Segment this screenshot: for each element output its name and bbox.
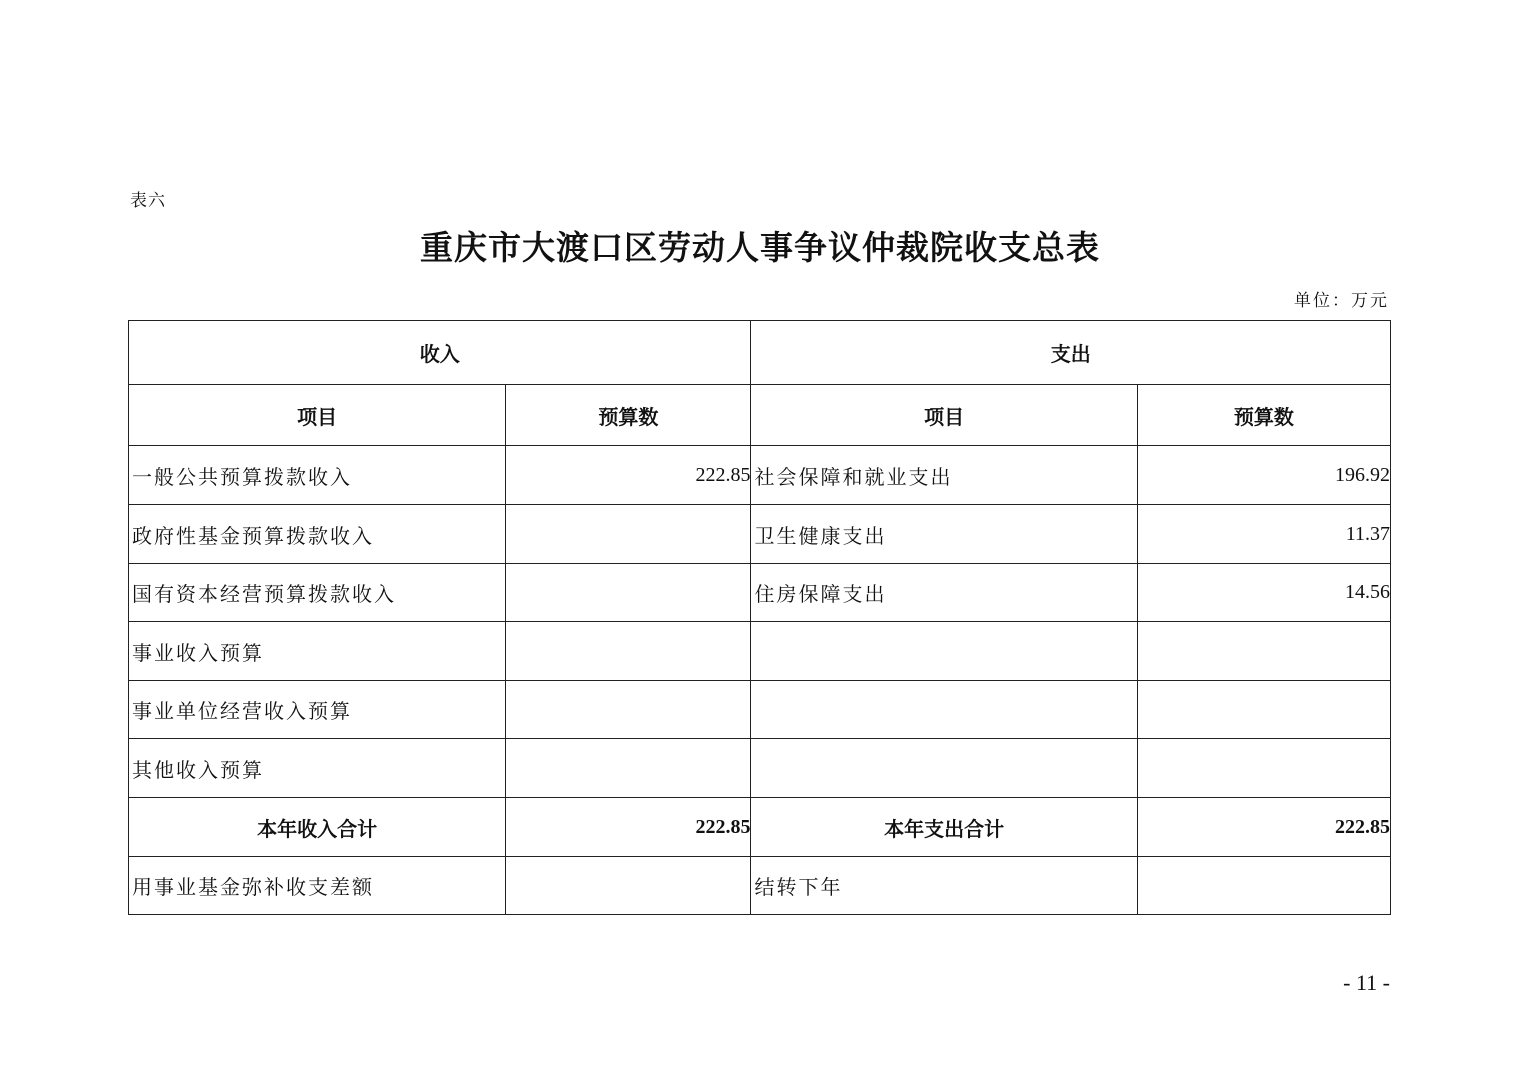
- income-item: 国有资本经营预算拨款收入: [129, 564, 506, 622]
- income-item: 用事业基金弥补收支差额: [129, 857, 506, 915]
- table-row: [129, 739, 1391, 798]
- table-row: [129, 564, 1391, 622]
- expense-header: 支出: [751, 321, 1391, 385]
- expense-item: [751, 739, 1137, 798]
- expense-value: [1137, 681, 1390, 739]
- income-total-value: 222.85: [506, 798, 751, 857]
- table-row: [129, 681, 1391, 739]
- expense-value: [1137, 622, 1390, 681]
- expense-value: 196.92: [1137, 446, 1390, 505]
- income-value: [506, 739, 751, 798]
- expense-item-header: 项目: [751, 385, 1137, 446]
- income-header: 收入: [129, 321, 751, 385]
- expense-value: 11.37: [1137, 505, 1390, 564]
- table-row: [129, 622, 1391, 681]
- income-value: [506, 857, 751, 915]
- income-value: [506, 564, 751, 622]
- income-total-label: 本年收入合计: [129, 798, 506, 857]
- expense-item: 住房保障支出: [751, 564, 1137, 622]
- expense-value: [1137, 857, 1390, 915]
- expense-budget-header: 预算数: [1137, 385, 1390, 446]
- income-item: 一般公共预算拨款收入: [129, 446, 506, 505]
- expense-item: [751, 622, 1137, 681]
- expense-total-value: 222.85: [1137, 798, 1390, 857]
- expense-item: [751, 681, 1137, 739]
- income-value: [506, 505, 751, 564]
- income-item: 其他收入预算: [129, 739, 506, 798]
- income-item-header: 项目: [129, 385, 506, 446]
- table-row: [129, 446, 1391, 505]
- income-value: [506, 622, 751, 681]
- table-row: [129, 505, 1391, 564]
- income-value: [506, 681, 751, 739]
- expense-item: 卫生健康支出: [751, 505, 1137, 564]
- document-title: 重庆市大渡口区劳动人事争议仲裁院收支总表: [420, 228, 1100, 267]
- page-number: - 11 -: [1343, 970, 1390, 995]
- section-header-row: [129, 321, 1391, 385]
- expense-item: 结转下年: [751, 857, 1137, 915]
- expense-total-label: 本年支出合计: [751, 798, 1137, 857]
- expense-value: 14.56: [1137, 564, 1390, 622]
- column-header-row: [129, 385, 1391, 446]
- totals-row: [129, 798, 1391, 857]
- income-item: 事业单位经营收入预算: [129, 681, 506, 739]
- table-label: 表六: [130, 191, 166, 211]
- budget-table: [128, 320, 1391, 915]
- income-item: 政府性基金预算拨款收入: [129, 505, 506, 564]
- income-value: 222.85: [506, 446, 751, 505]
- expense-item: 社会保障和就业支出: [751, 446, 1137, 505]
- expense-value: [1137, 739, 1390, 798]
- table-row: [129, 857, 1391, 915]
- income-budget-header: 预算数: [506, 385, 751, 446]
- income-item: 事业收入预算: [129, 622, 506, 681]
- unit-label: 单位：万元: [1294, 291, 1389, 311]
